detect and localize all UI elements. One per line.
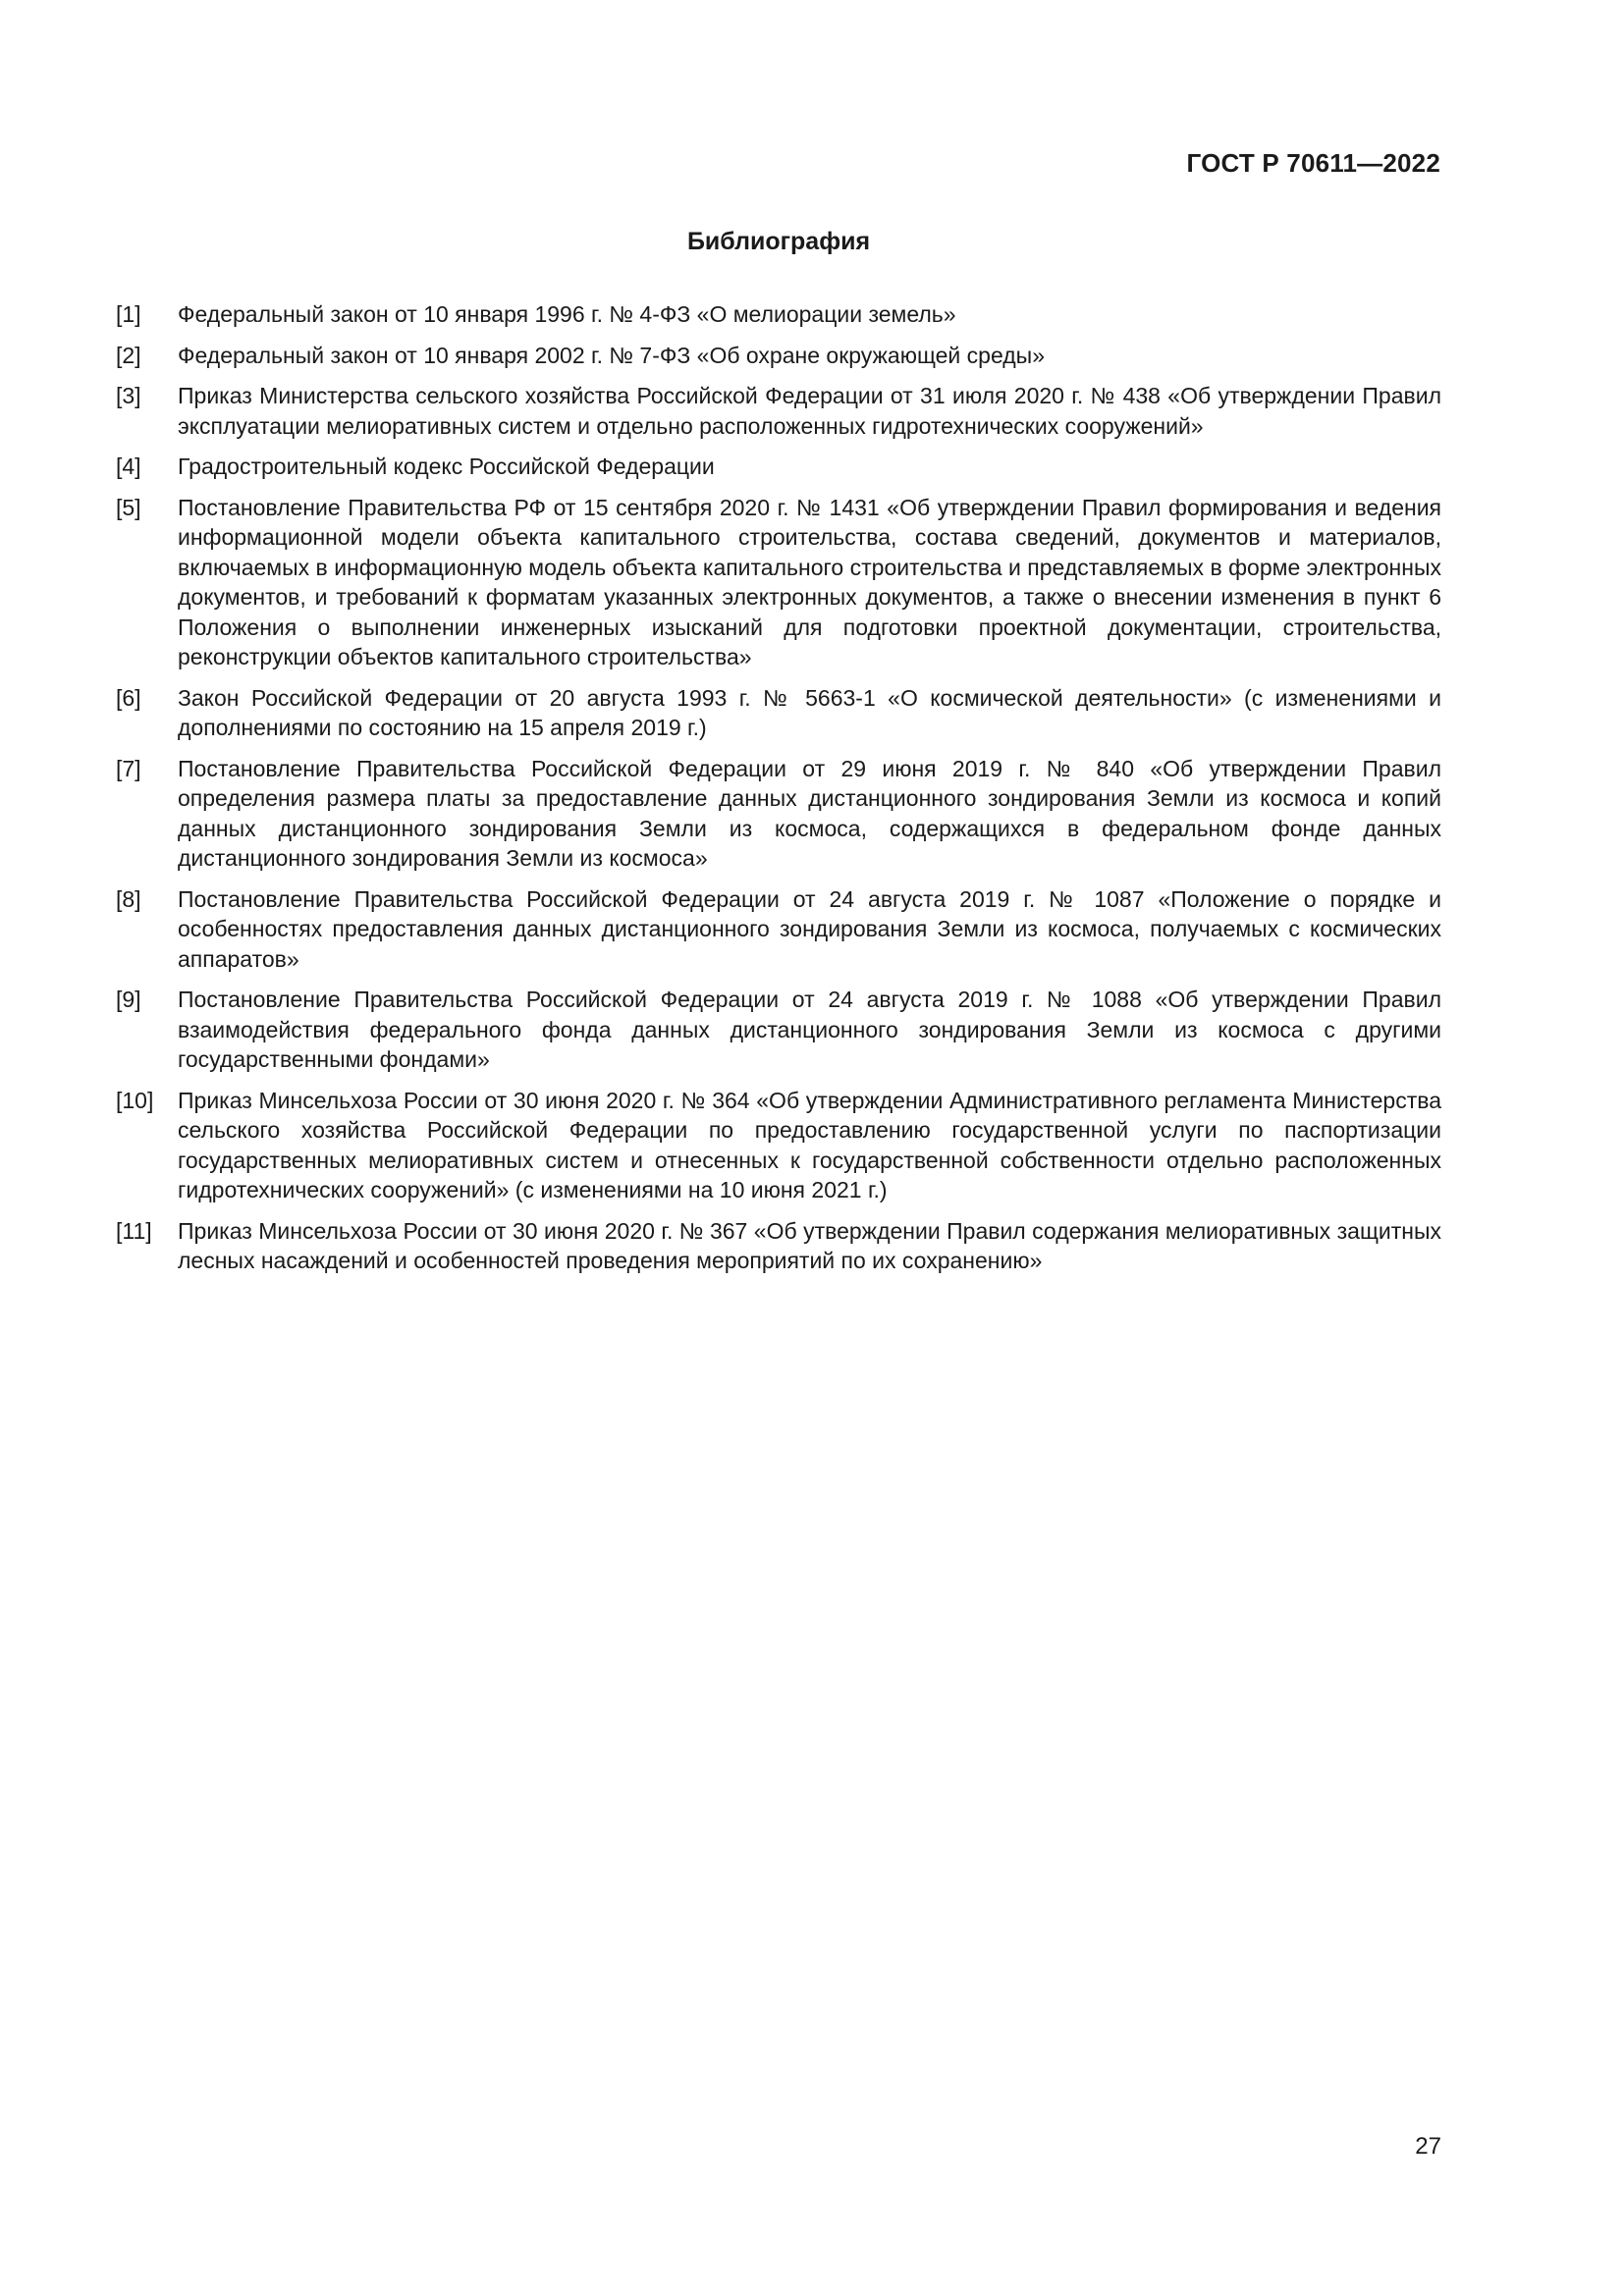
entry-number: [7] <box>116 755 141 781</box>
entry-number: [5] <box>116 494 141 520</box>
entry-text: Федеральный закон от 10 января 1996 г. № 4-ФЗ «О мелиорации земель» <box>178 301 956 327</box>
bibliography-entry <box>116 299 1441 330</box>
bibliography-entry <box>116 683 1441 743</box>
entry-text: Приказ Минсельхоза России от 30 июня 2020 г. № 364 «Об утверждении Административного регламента Министерства сельского хозяйства Российской Федерации по предоставлению государственной услуги по паспортизации государственных мелиоративных систем и отнесенных к государственной собственности отдельно расположенных гидротехнических сооружений» (с изменениями на 10 июня 2021 г.) <box>178 1087 1441 1202</box>
document-code: ГОСТ Р 70611—2022 <box>1186 148 1440 178</box>
bibliography-entry <box>116 754 1441 874</box>
bibliography-entry <box>116 341 1441 371</box>
page-title: Библиография <box>686 228 871 255</box>
entry-number: [6] <box>116 684 141 711</box>
entry-number: [10] <box>116 1087 154 1113</box>
entry-text: Федеральный закон от 10 января 2002 г. № 7-ФЗ «Об охране окружающей среды» <box>178 342 1045 368</box>
bibliography-list <box>116 299 1441 1287</box>
entry-number: [4] <box>116 454 141 479</box>
bibliography-entry <box>116 1086 1441 1205</box>
page-number: 27 <box>1415 2133 1441 2160</box>
entry-text: Постановление Правительства Российской Федерации от 24 августа 2019 г. № 1087 «Положение о порядке и особенностях предоставления данных дистанционного зондирования Земли из космоса, получаемых с космических аппаратов» <box>178 885 1441 972</box>
bibliography-entry <box>116 493 1441 672</box>
entry-number: [9] <box>116 987 141 1012</box>
entry-text: Приказ Министерства сельского хозяйства Российской Федерации от 31 июля 2020 г. № 438 «Об утверждении Правил эксплуатации мелиоративных систем и отдельно расположенных гидротехнических сооружений» <box>178 383 1441 439</box>
entry-text: Приказ Минсельхоза России от 30 июня 2020 г. № 367 «Об утверждении Правил содержания мелиоративных защитных лесных насаждений и особенностей проведения мероприятий по их сохранению» <box>178 1217 1441 1273</box>
entry-text: Закон Российской Федерации от 20 августа 1993 г. № 5663-1 «О космической деятельности» (с изменениями и дополнениями по состоянию на 15 апреля 2019 г.) <box>178 684 1441 740</box>
entry-text: Постановление Правительства Российской Федерации от 29 июня 2019 г. № 840 «Об утверждении Правил определения размера платы за предоставление данных дистанционного зондирования Земли из космоса и копий данных дистанционного зондирования Земли из космоса, содержащихся в федеральном фонде данных дистанционного зондирования Земли из космоса» <box>178 755 1441 871</box>
entry-number: [11] <box>116 1217 152 1244</box>
bibliography-entry <box>116 452 1441 482</box>
entry-text: Постановление Правительства РФ от 15 сентября 2020 г. № 1431 «Об утверждении Правил формирования и ведения информационной модели объекта капитального строительства, состава сведений, документов и материалов, включаемых в информационную модель объекта капитального строительства и представляемых в форме электронных документов, и требований к форматам указанных электронных документов, а также о внесении изменения в пункт 6 Положения о выполнении инженерных изысканий для подготовки проектной документации, строительства, реконструкции объектов капитального строительства» <box>178 494 1441 669</box>
entry-number: [8] <box>116 885 141 912</box>
entry-text: Градостроительный кодекс Российской Федерации <box>178 454 715 479</box>
entry-number: [1] <box>116 301 141 327</box>
entry-number: [2] <box>116 342 141 368</box>
bibliography-entry <box>116 381 1441 441</box>
entry-text: Постановление Правительства Российской Федерации от 24 августа 2019 г. № 1088 «Об утверждении Правил взаимодействия федерального фонда данных дистанционного зондирования Земли из космоса с другими государственными фондами» <box>178 987 1441 1072</box>
bibliography-entry <box>116 884 1441 975</box>
bibliography-entry <box>116 985 1441 1075</box>
bibliography-entry <box>116 1216 1441 1276</box>
entry-number: [3] <box>116 383 141 408</box>
